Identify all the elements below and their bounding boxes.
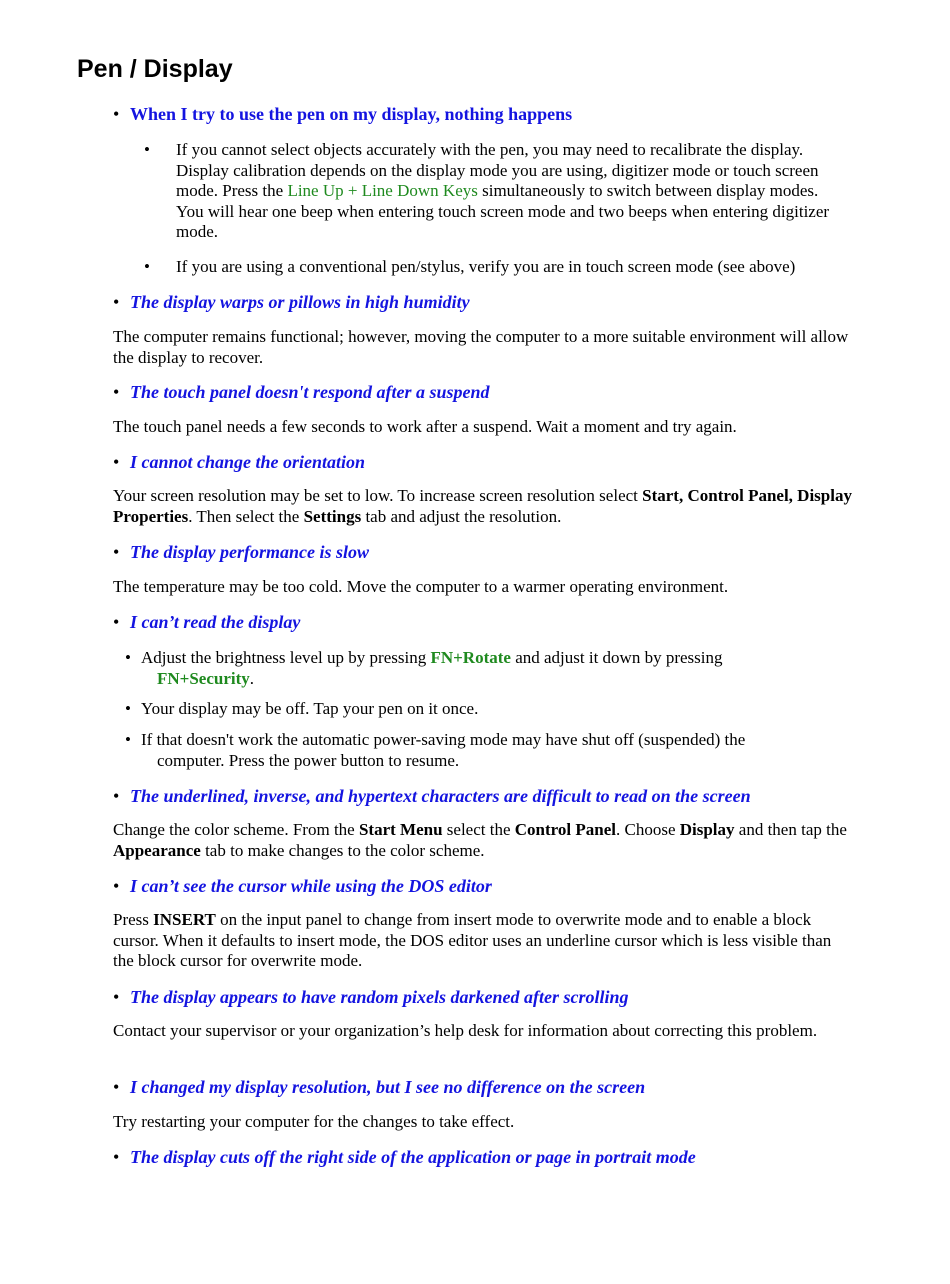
question-performance-slow: • The display performance is slow [113,542,369,562]
answer-hypertext-difficult: Change the color scheme. From the Start Menu select the Control Panel. Choose Display and then tap the Appearance tab to make changes to the color scheme. [113,820,847,860]
answer-performance-slow: The temperature may be too cold. Move the computer to a warmer operating environment. [113,577,729,596]
bullet: • [113,452,120,472]
answer-touch-panel-suspend: The touch panel needs a few seconds to work after a suspend. Wait a moment and try again. [113,417,737,436]
question-pen-nothing-happens: • When I try to use the pen on my display, nothing happens [113,104,573,124]
key-combo: Line Up + Line Down Keys [287,181,478,200]
bullet: • [113,876,120,896]
question-hypertext-difficult: • The underlined, inverse, and hypertext characters are difficult to read on the screen [113,786,751,806]
question-random-pixels: • The display appears to have random pixels darkened after scrolling [113,987,629,1007]
bullet: • [113,292,120,312]
bullet: • [113,382,120,402]
bullet: • [144,140,150,159]
question-resolution-no-difference: • I changed my display resolution, but I see no difference on the screen [113,1077,646,1097]
page-title: Pen / Display [77,55,233,83]
answer-random-pixels: Contact your supervisor or your organization’s help desk for information about correcting this problem. [113,1021,818,1040]
answer-display-warps: The computer remains functional; however, moving the computer to a more suitable environment will allow the display to recover. [113,327,849,367]
question-cant-read-display: • I can’t read the display [113,612,301,632]
question-dos-cursor: • I can’t see the cursor while using the DOS editor [113,876,492,896]
list-item: • If you cannot select objects accurately with the pen, you may need to recalibrate the display. Display calibration depends on the display mode you are using, digitizer mode or touch screen mode. Press the Line Up + Line Down Keys simultaneously to switch between display modes. You will hear one beep when entering touch screen mode and two beeps when entering digitizer mode. [144,140,830,241]
bullet: • [125,730,131,749]
bullet: • [113,104,120,124]
list-item: • Your display may be off. Tap your pen on it once. [125,699,479,718]
bullet: • [144,257,150,276]
bullet: • [113,786,120,806]
bullet: • [113,1147,120,1167]
list-item: • Adjust the brightness level up by pressing FN+Rotate and adjust it down by pressing FN+Security. [125,648,723,688]
question-display-warps: • The display warps or pillows in high humidity [113,292,470,312]
question-orientation: • I cannot change the orientation [113,452,366,472]
answer-resolution-no-difference: Try restarting your computer for the changes to take effect. [113,1112,515,1131]
bullet: • [113,612,120,632]
bullet: • [113,542,120,562]
bullet: • [125,699,131,718]
list-item: • If that doesn't work the automatic power-saving mode may have shut off (suspended) the computer. Press the power button to resume. [125,730,746,770]
bullet: • [125,648,131,667]
key-combo: FN+Security [157,668,250,688]
answer-dos-cursor: Press INSERT on the input panel to change from insert mode to overwrite mode and to enable a block cursor. When it defaults to insert mode, the DOS editor uses an underline cursor which is less visible than the block cursor for overwrite mode. [113,910,832,970]
bullet: • [113,987,120,1007]
question-touch-panel-suspend: • The touch panel doesn't respond after a suspend [113,382,490,402]
list-item: • If you are using a conventional pen/stylus, verify you are in touch screen mode (see above) [144,257,796,276]
answer-orientation: Your screen resolution may be set to low. To increase screen resolution select Start, Control Panel, Display Properties. Then select the Settings tab and adjust the resolution. [113,486,852,526]
key-combo: FN+Rotate [430,648,511,667]
question-portrait-cutoff: • The display cuts off the right side of the application or page in portrait mode [113,1147,696,1167]
bullet: • [113,1077,120,1097]
